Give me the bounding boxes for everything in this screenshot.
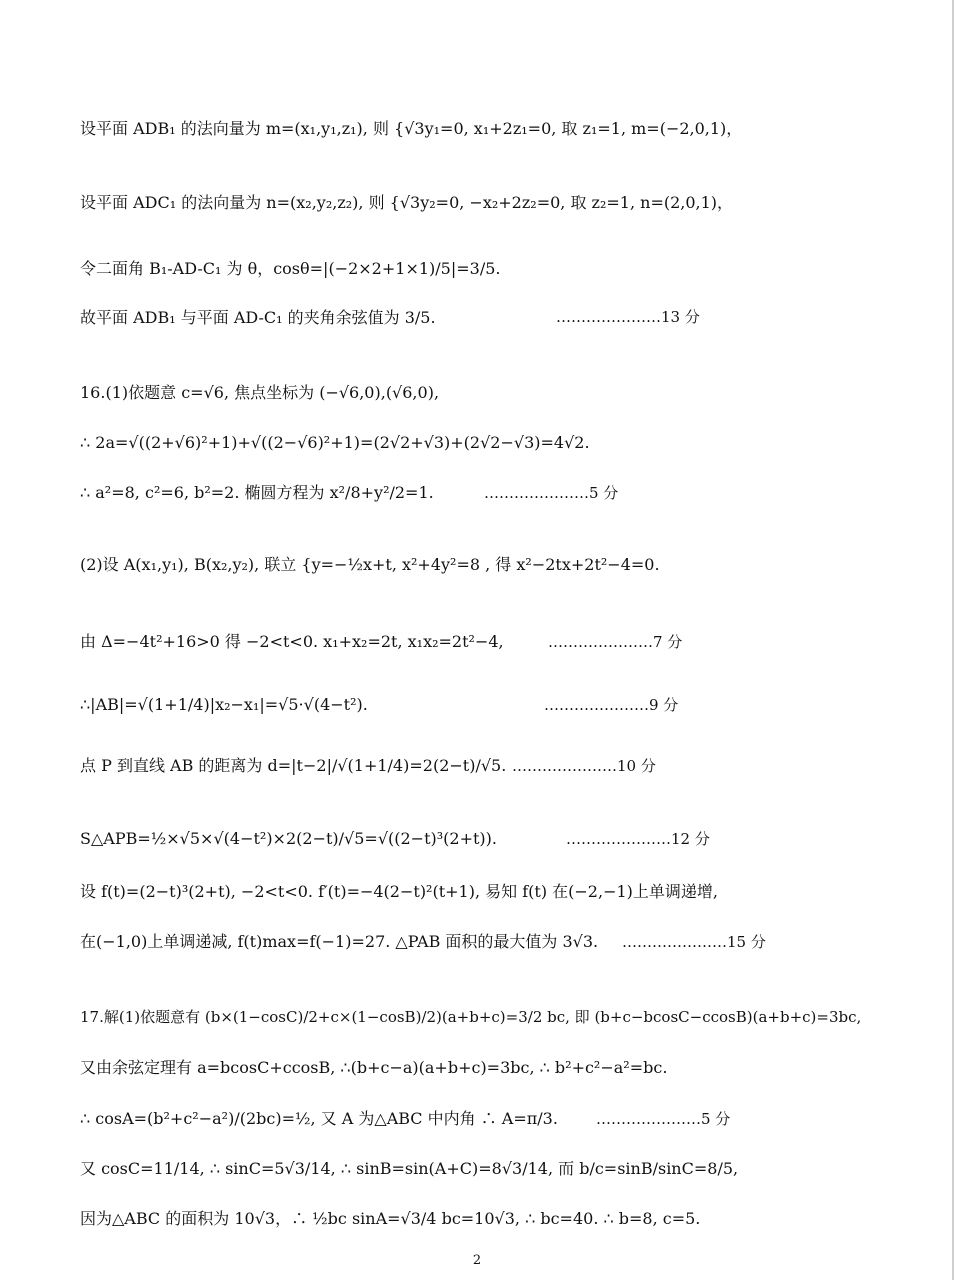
score-marker: …………………5 分 bbox=[596, 1110, 731, 1128]
text-line: 17.解(1)依题意有 (b×(1−cosC)/2+c×(1−cosB)/2)(a+b+c)=3/2 bc, 即 (b+c−bcosC−ccosB)(a+b+c)=3bc, bbox=[80, 1008, 862, 1026]
text-line: 在(−1,0)上单调递减, f(t)max=f(−1)=27. △PAB 面积的最大值为 3√3. bbox=[80, 932, 599, 951]
text-line: 由 Δ=−4t²+16>0 得 −2<t<0. x₁+x₂=2t, x₁x₂=2t²−4, bbox=[80, 632, 504, 651]
text-line: 设平面 ADC₁ 的法向量为 n=(x₂,y₂,z₂), 则 {√3y₂=0, −x₂+2z₂=0, 取 z₂=1, n=(2,0,1)， bbox=[80, 193, 734, 212]
score-marker: …………………7 分 bbox=[548, 633, 683, 651]
text-line: 16.(1)依题意 c=√6, 焦点坐标为 (−√6,0),(√6,0), bbox=[80, 383, 440, 402]
page-number: 2 bbox=[472, 1253, 482, 1268]
text-line: 令二面角 B₁-AD-C₁ 为 θ，cosθ=|(−2×2+1×1)/5|=3/5. bbox=[80, 259, 501, 278]
score-marker: …………………5 分 bbox=[484, 484, 619, 502]
score-marker: …………………10 分 bbox=[512, 757, 656, 775]
score-marker: …………………12 分 bbox=[566, 830, 710, 848]
text-line: 设平面 ADB₁ 的法向量为 m=(x₁,y₁,z₁), 则 {√3y₁=0, x₁+2z₁=0, 取 z₁=1, m=(−2,0,1)， bbox=[80, 119, 743, 138]
text-line: ∴ a²=8, c²=6, b²=2. 椭圆方程为 x²/8+y²/2=1. bbox=[80, 483, 434, 502]
text-line: ∴ cosA=(b²+c²−a²)/(2bc)=½, 又 A 为△ABC 中内角 ∴ A=π/3. bbox=[80, 1109, 558, 1128]
score-marker: …………………15 分 bbox=[622, 933, 766, 951]
score-marker: …………………13 分 bbox=[556, 308, 700, 326]
text-line: 又由余弦定理有 a=bcosC+ccosB, ∴(b+c−a)(a+b+c)=3bc, ∴ b²+c²−a²=bc. bbox=[80, 1058, 668, 1077]
text-line: 又 cosC=11/14, ∴ sinC=5√3/14, ∴ sinB=sin(A+C)=8√3/14, 而 b/c=sinB/sinC=8/5, bbox=[80, 1159, 739, 1178]
text-line: S△APB=½×√5×√(4−t²)×2(2−t)/√5=√((2−t)³(2+t)). bbox=[80, 829, 497, 848]
text-line: ∴|AB|=√(1+1/4)|x₂−x₁|=√5·√(4−t²). bbox=[80, 695, 368, 714]
text-line: 设 f(t)=(2−t)³(2+t), −2<t<0. f′(t)=−4(2−t)²(t+1), 易知 f(t) 在(−2,−1)上单调递增, bbox=[80, 882, 718, 901]
text-line: 故平面 ADB₁ 与平面 AD-C₁ 的夹角余弦值为 3/5. bbox=[80, 308, 436, 327]
score-marker: …………………9 分 bbox=[544, 696, 679, 714]
text-line: (2)设 A(x₁,y₁), B(x₂,y₂), 联立 {y=−½x+t, x²+4y²=8 , 得 x²−2tx+2t²−4=0. bbox=[80, 555, 660, 574]
text-line: 因为△ABC 的面积为 10√3，∴ ½bc sinA=√3/4 bc=10√3, ∴ bc=40. ∴ b=8, c=5. bbox=[80, 1209, 701, 1228]
text-line: ∴ 2a=√((2+√6)²+1)+√((2−√6)²+1)=(2√2+√3)+(2√2−√3)=4√2. bbox=[80, 433, 590, 452]
text-line: 点 P 到直线 AB 的距离为 d=|t−2|/√(1+1/4)=2(2−t)/√5. bbox=[80, 756, 507, 775]
